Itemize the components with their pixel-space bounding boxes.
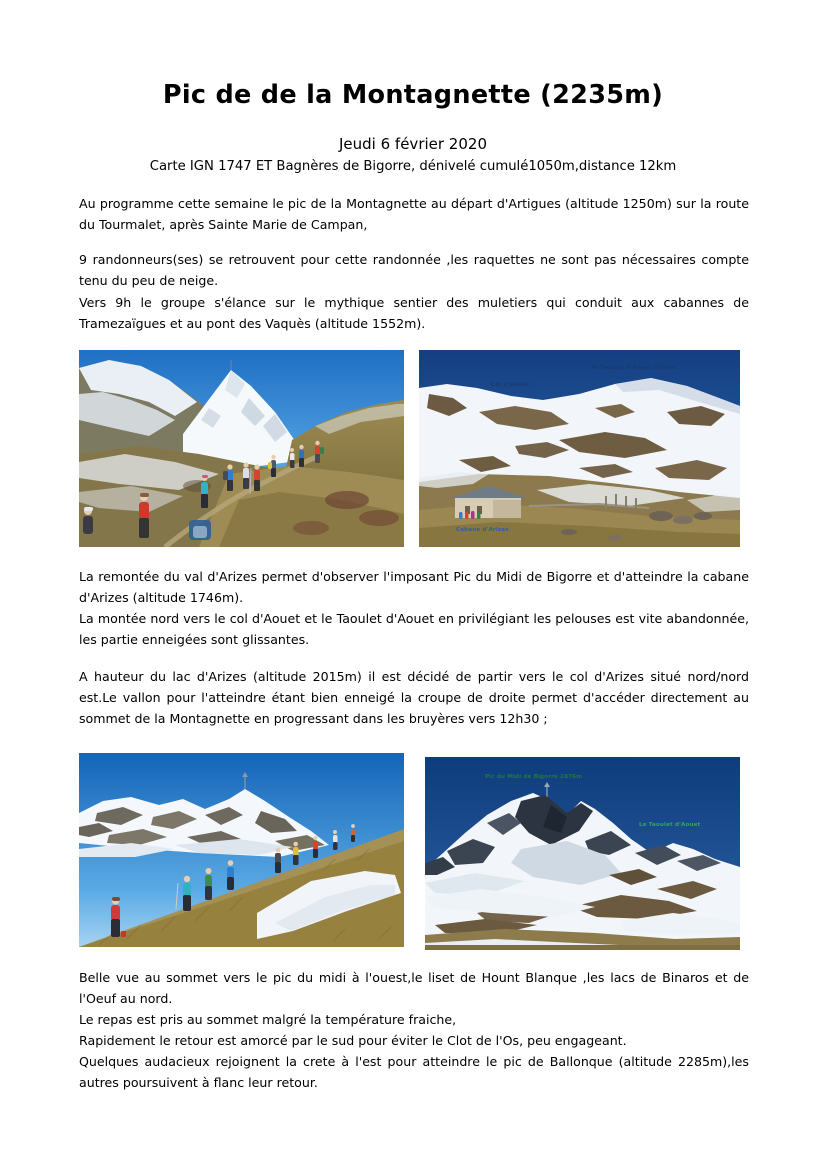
photo-hikers-ascending-ridge-graphic: [79, 753, 404, 947]
paragraph-group: 9 randonneurs(ses) se retrouvent pour cette randonnée ,les raquettes ne sont pas nécessaires compte tenu du peu de neige.: [79, 252, 749, 288]
photo-cabane-arizes: [419, 350, 740, 547]
photo-pic-du-midi-panorama: [425, 757, 740, 950]
photo-hikers-on-mule-path: [79, 350, 404, 547]
paragraph-return: Rapidement le retour est amorcé par le sud pour éviter le Clot de l'Os, peu engageant.: [79, 1033, 627, 1048]
photo-hikers-ascending-ridge: [79, 753, 404, 947]
page-title: Pic de de la Montagnette (2235m): [162, 80, 664, 110]
paragraph-summit-view: Belle vue au sommet vers le pic du midi à l'ouest,le liset de Hount Blanque ,les lacs de Binaros et de l'Oeuf au nord.: [79, 970, 749, 1006]
paragraph-montee-nord: La montée nord vers le col d'Aouet et le Taoulet d'Aouet en privilégiant les pelouses est vite abandonnée, les partie enneigées sont glissantes.: [79, 611, 749, 647]
photo-cabane-arizes-graphic: [419, 350, 740, 547]
paragraph-intro: Au programme cette semaine le pic de la Montagnette au départ d'Artigues (altitude 1250m) sur la route du Tourmalet, après Sainte Marie de Campan,: [79, 196, 749, 232]
photo-pic-du-midi-panorama-graphic: [425, 757, 740, 950]
paragraph-departure: Vers 9h le groupe s'élance sur le mythique sentier des muletiers qui conduit aux cabannes de Tramezaïgues et au pont des Vaquès (altitude 1552m).: [79, 295, 749, 331]
photo-label-pic-du-midi: Pic du Midi de Bigorre 2876m: [485, 774, 583, 780]
paragraph-ballonque: Quelques audacieux rejoignent la crete à l'est pour atteindre le pic de Ballonque (altitude 2285m),les autres poursuivent à flanc leur retour.: [79, 1054, 749, 1090]
photo-label-col-aouet: Col d'Aouet: [491, 382, 529, 388]
paragraph-lac-arizes: A hauteur du lac d'Arizes (altitude 2015m) il est décidé de partir vers le col d'Arizes situé nord/nord est.Le vallon pour l'atteindre étant bien enneigé la croupe de droite permet d'accéder directement au sommet de la Montagnette en progressant dans les bruyères vers 12h30 ;: [79, 669, 749, 726]
photo-hikers-on-mule-path-graphic: [79, 350, 404, 547]
photo-label-taoulet-aouet: le Taoulet d'Aouet 2293m: [592, 365, 676, 371]
paragraph-meal: Le repas est pris au sommet malgré la température fraiche,: [79, 1012, 457, 1027]
photo-label-cabane-arizes: Cabane d'Arizes: [456, 527, 509, 533]
photo-label-le-taoulet-aouet: Le Taoulet d'Aouet: [639, 822, 701, 828]
document-map-info: Carte IGN 1747 ET Bagnères de Bigorre, dénivelé cumulé1050m,distance 12km: [149, 159, 677, 174]
paragraph-val-arizes: La remontée du val d'Arizes permet d'observer l'imposant Pic du Midi de Bigorre et d'atteindre la cabane d'Arizes (altitude 1746m).: [79, 569, 749, 605]
document-date: Jeudi 6 février 2020: [339, 135, 487, 153]
